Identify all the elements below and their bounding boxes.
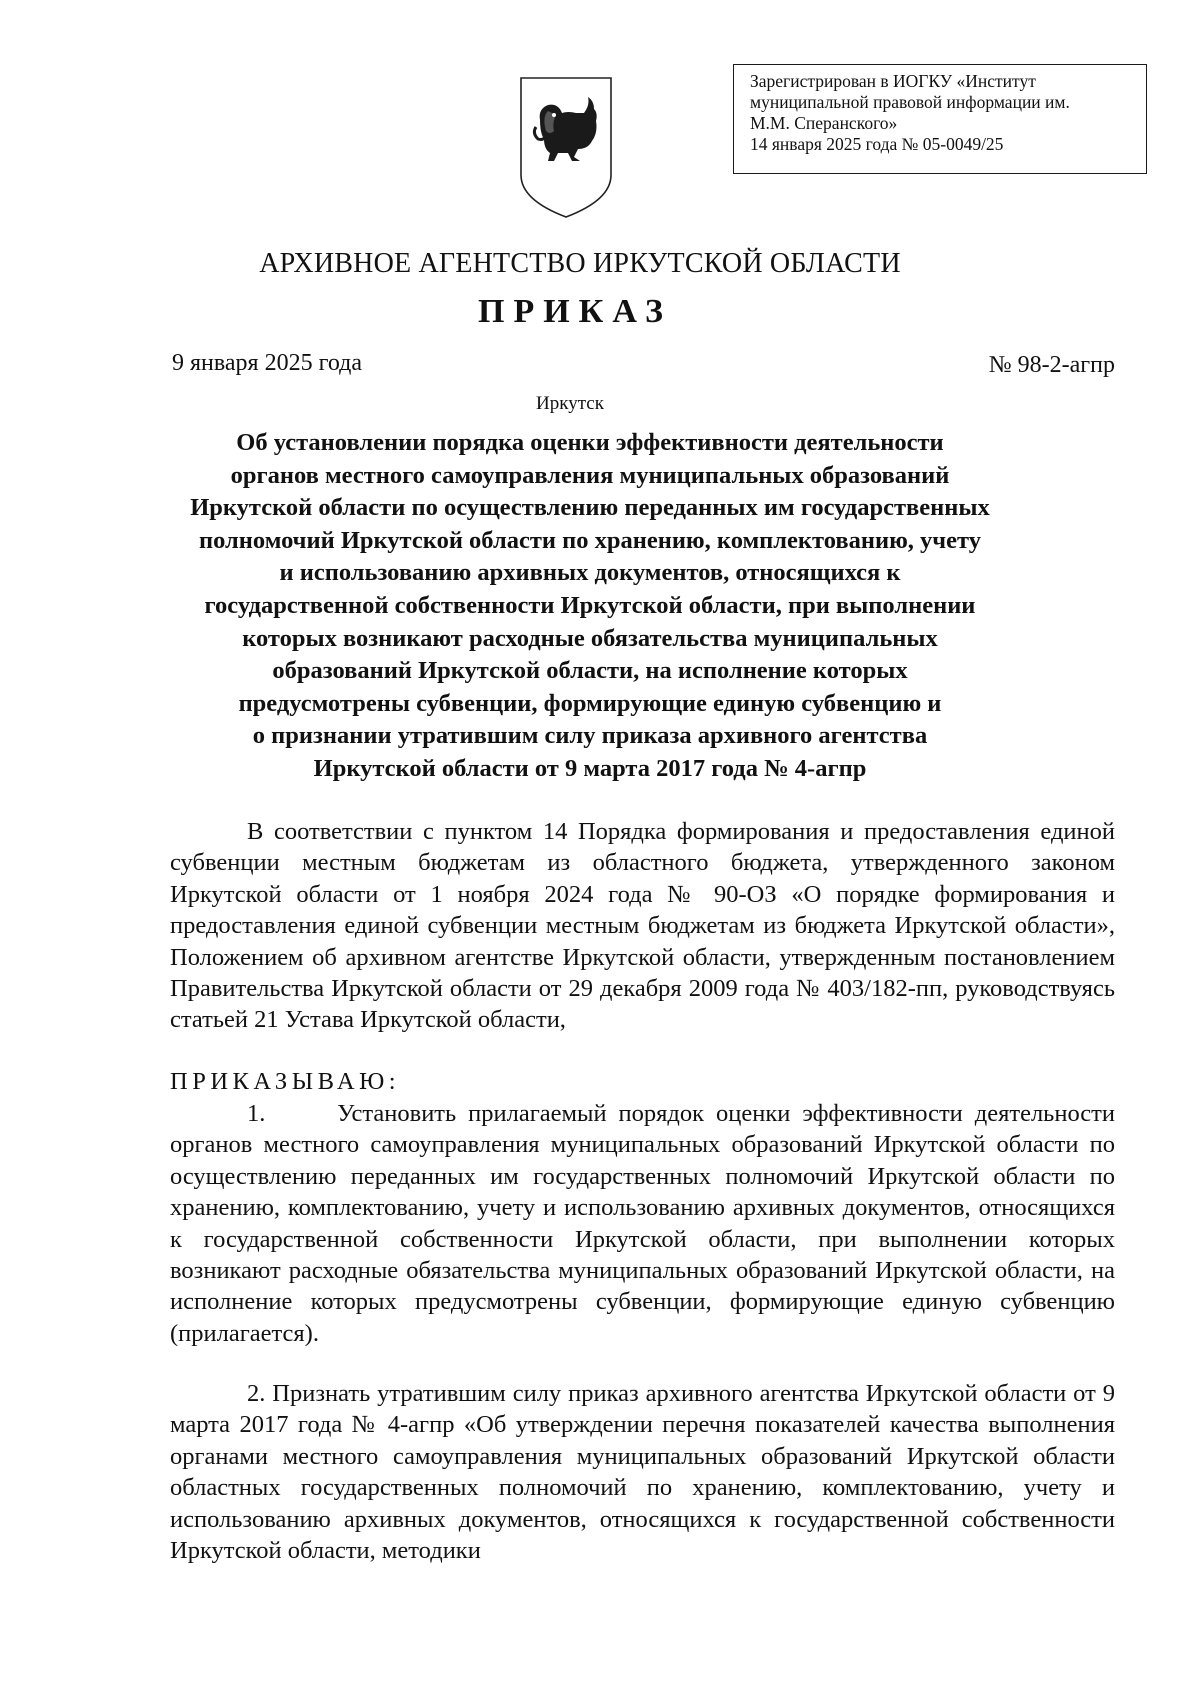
order-heading (150, 427, 1030, 786)
heading-line: полномочий Иркутской области по хранению, комплектованию, учету (199, 526, 981, 554)
item-1-text: Установить прилагаемый порядок оценки эффективности деятельности органов местного самоуправления муниципальных образований Иркутской области по осуществлению переданных им государственных полномочий Иркутской области по хранению, комплектованию, учету и использованию архивных документов, относящихся к государственной собственности Иркутской области, при выполнении которых возникают расходные обязательства муниципальных образований Иркутской области, на исполнение которых предусмотрены субвенции, формирующие единую субвенцию (прилагается). (170, 1100, 1116, 1347)
agency-name: АРХИВНОЕ АГЕНТСТВО ИРКУТСКОЙ ОБЛАСТИ (259, 248, 901, 279)
coat-of-arms-icon (518, 75, 614, 220)
order-date: 9 января 2025 года (172, 350, 363, 376)
item-1-paragraph (170, 1098, 1115, 1349)
stamp-line: М.М. Сперанского» (750, 113, 898, 133)
order-number: № 98-2-агпр (988, 352, 1115, 378)
registration-stamp (733, 64, 1147, 174)
heading-line: которых возникают расходные обязательства муниципальных (242, 624, 938, 652)
heading-line: Иркутской области от 9 марта 2017 года № 4-агпр (313, 754, 867, 782)
heading-line: и использованию архивных документов, относящихся к (279, 559, 901, 587)
order-city: Иркутск (536, 393, 604, 414)
order-title: ПРИКАЗ (478, 293, 672, 330)
stamp-line: муниципальной правовой информации им. (750, 92, 1070, 112)
stamp-line: Зарегистрирован в ИОГКУ «Институт (750, 71, 1036, 91)
heading-line: предусмотрены субвенции, формирующие единую субвенцию и (238, 689, 942, 717)
preamble-paragraph: В соответствии с пунктом 14 Порядка формирования и предоставления единой субвенции местным бюджетам из областного бюджета, утвержденного законом Иркутской области от 1 ноября 2024 года № 90-ОЗ «О порядке формирования и предоставления единой субвенции местным бюджетам из бюджета Иркутской области», Положением об архивном агентстве Иркутской области, утвержденным постановлением Правительства Иркутской области от 29 декабря 2009 года № 403/182-пп, руководствуясь статьей 21 Устава Иркутской области, (170, 818, 1115, 1034)
heading-line: Иркутской области по осуществлению переданных им государственных (190, 494, 990, 522)
heading-line: государственной собственности Иркутской области, при выполнении (204, 591, 976, 619)
heading-line: образований Иркутской области, на исполнение которых (272, 657, 908, 685)
heading-line: органов местного самоуправления муниципальных образований (230, 461, 950, 489)
stamp-line: 14 января 2025 года № 05-0049/25 (750, 134, 1004, 154)
heading-line: о признании утратившим силу приказа архивного агентства (252, 722, 928, 750)
item-1-number: 1. (247, 1100, 266, 1127)
decree-word: ПРИКАЗЫВАЮ: (170, 1068, 401, 1095)
heading-line: Об установлении порядка оценки эффективности деятельности (236, 429, 944, 456)
item-2-paragraph: 2. Признать утратившим силу приказ архивного агентства Иркутской области от 9 марта 2017 года № 4-агпр «Об утверждении перечня показателей качества выполнения органами местного самоуправления муниципальных образований Иркутской области областных государственных полномочий по хранению, комплектованию, учету и использованию архивных документов, относящихся к государственной собственности Иркутской области, методики (170, 1380, 1115, 1565)
